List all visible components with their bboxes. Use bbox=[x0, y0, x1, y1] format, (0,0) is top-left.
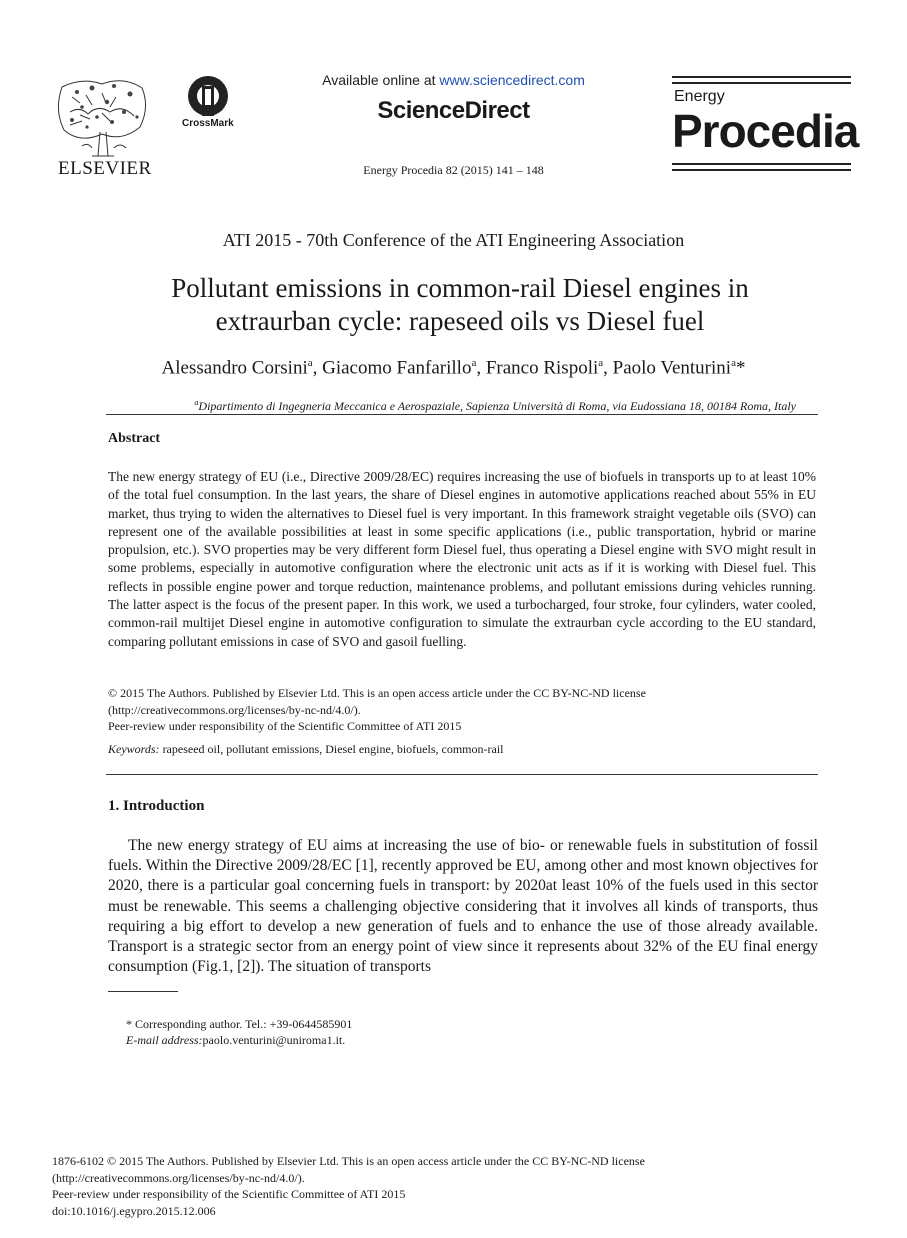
author-name: Giacomo Fanfarillo bbox=[322, 357, 472, 379]
author-sep: , bbox=[476, 357, 486, 379]
footnote-rule bbox=[108, 991, 178, 992]
sciencedirect-link[interactable]: www.sciencedirect.com bbox=[439, 72, 585, 88]
available-online bbox=[0, 72, 907, 88]
journal-reference: Energy Procedia 82 (2015) 141 – 148 bbox=[363, 163, 544, 177]
keywords-list: rapeseed oil, pollutant emissions, Diesel engine, biofuels, common-rail bbox=[159, 742, 504, 756]
elsevier-wordmark: ELSEVIER bbox=[58, 158, 152, 179]
author-list bbox=[0, 357, 907, 379]
available-prefix: Available online at bbox=[322, 72, 440, 88]
email-line bbox=[126, 1032, 352, 1048]
email-address[interactable]: paolo.venturini@uniroma1.it. bbox=[202, 1033, 346, 1047]
email-label: E-mail address: bbox=[126, 1033, 203, 1047]
affiliation-mark: a bbox=[194, 398, 199, 407]
section-heading: 1. Introduction bbox=[108, 798, 205, 814]
author-sep: , bbox=[312, 357, 323, 379]
license-block bbox=[108, 685, 816, 735]
issn-license-line: 1876-6102 © 2015 The Authors. Published by Elsevier Ltd. This is an open access article under the CC BY-NC-ND license bbox=[52, 1154, 645, 1168]
footnote bbox=[126, 1016, 352, 1048]
author-name: Franco Rispoli bbox=[485, 357, 599, 379]
author-affil-mark: a bbox=[307, 357, 313, 369]
affiliation bbox=[108, 398, 796, 414]
journal-procedia-label: Procedia bbox=[672, 105, 859, 157]
intro-text: The new energy strategy of EU aims at increasing the use of bio- or renewable fuels in substitution of fossil fuels. Within the Directive 2009/28/EC [1], recently approved be EU, among other and most known objectives for 2020, there is a particular goal concerning fuels in transport: by 2020at least 10% of the fuels used in this sector must be renewable. This seems a challenging objective considering that it involves all kinds of transports, thus requiring a big effort to develop a new generation of fuels and to enhance the use of those already available. Transport is a strategic sector from an energy point of view since it represents about 32% of the EU final energy consumption (Fig.1, [2]). The situation of transports bbox=[108, 837, 818, 976]
publication-info bbox=[52, 1153, 872, 1219]
abstract-heading: Abstract bbox=[108, 431, 161, 446]
peer-review-line: Peer-review under responsibility of the Scientific Committee of ATI 2015 bbox=[108, 719, 462, 733]
keywords-label: Keywords: bbox=[108, 742, 160, 756]
peer-review-bottom: Peer-review under responsibility of the Scientific Committee of ATI 2015 bbox=[52, 1187, 406, 1201]
conference-name: ATI 2015 - 70th Conference of the ATI Engineering Association bbox=[222, 230, 685, 250]
license-link[interactable]: (http://creativecommons.org/licenses/by-nc-nd/4.0/). bbox=[108, 702, 361, 717]
affiliation-text: Dipartimento di Ingegneria Meccanica e Aerospaziale, Sapienza Università di Roma, via Eudossiana 18, 00184 Roma, Italy bbox=[198, 399, 796, 413]
crossmark-label: CrossMark bbox=[182, 118, 234, 129]
author-sep: * bbox=[735, 357, 746, 379]
paper-title bbox=[120, 272, 800, 338]
affiliation-rule bbox=[106, 414, 818, 415]
author-name: Paolo Venturini bbox=[612, 357, 732, 379]
author-name: Alessandro Corsini bbox=[161, 357, 308, 379]
sciencedirect-brand: ScienceDirect bbox=[377, 97, 530, 124]
title-line-1: Pollutant emissions in common-rail Diesel engines in bbox=[171, 273, 749, 303]
abstract-text: The new energy strategy of EU (i.e., Directive 2009/28/EC) requires increasing the use of biofuels in transports up to at least 10% of the total fuel consumption. In the last years, the share of Diesel engines in automotive applications reached about 55% in EU market, thus trying to widen the alternatives to Diesel fuel is very important. In this framework straight vegetable oils (SVO) can represent one of the available possibilities at least in some specific applications (i.e., public transportation, hybrid or marine propulsion, etc.). SVO properties may be very different form Diesel fuel, thus operating a Diesel engine with SVO might result in some problems, especially in automotive configuration where the electronic unit acts as if it is working with Diesel fuel. This reflects in possible engine power and torque reduction, maintenance problems, and pollutant emissions during vehicles running. The latter aspect is the focus of the present paper. In this work, we used a turbocharged, four stroke, four cylinders, water cooled, common-rail multijet Diesel engine in automotive configuration to simulate the extraurban cycle according to the EU standard, comparing pollutant emissions in case of SVO and gasoil fuelling. bbox=[108, 469, 816, 649]
license-line: © 2015 The Authors. Published by Elsevier Ltd. This is an open access article under the CC BY-NC-ND license bbox=[108, 686, 646, 700]
journal-energy-label: Energy bbox=[674, 88, 725, 105]
license-link-bottom[interactable]: (http://creativecommons.org/licenses/by-nc-nd/4.0/). bbox=[52, 1170, 305, 1185]
keywords bbox=[108, 742, 816, 757]
author-affil-mark: a bbox=[598, 357, 604, 369]
abstract-bottom-rule bbox=[106, 774, 818, 775]
doi[interactable]: doi:10.1016/j.egypro.2015.12.006 bbox=[52, 1203, 216, 1218]
author-affil-mark: a bbox=[471, 357, 477, 369]
title-line-2: extraurban cycle: rapeseed oils vs Diesel fuel bbox=[215, 306, 705, 336]
corresponding-author: * Corresponding author. Tel.: +39-0644585901 bbox=[126, 1017, 353, 1031]
author-sep: , bbox=[603, 357, 613, 379]
author-affil-mark: a bbox=[731, 357, 736, 369]
